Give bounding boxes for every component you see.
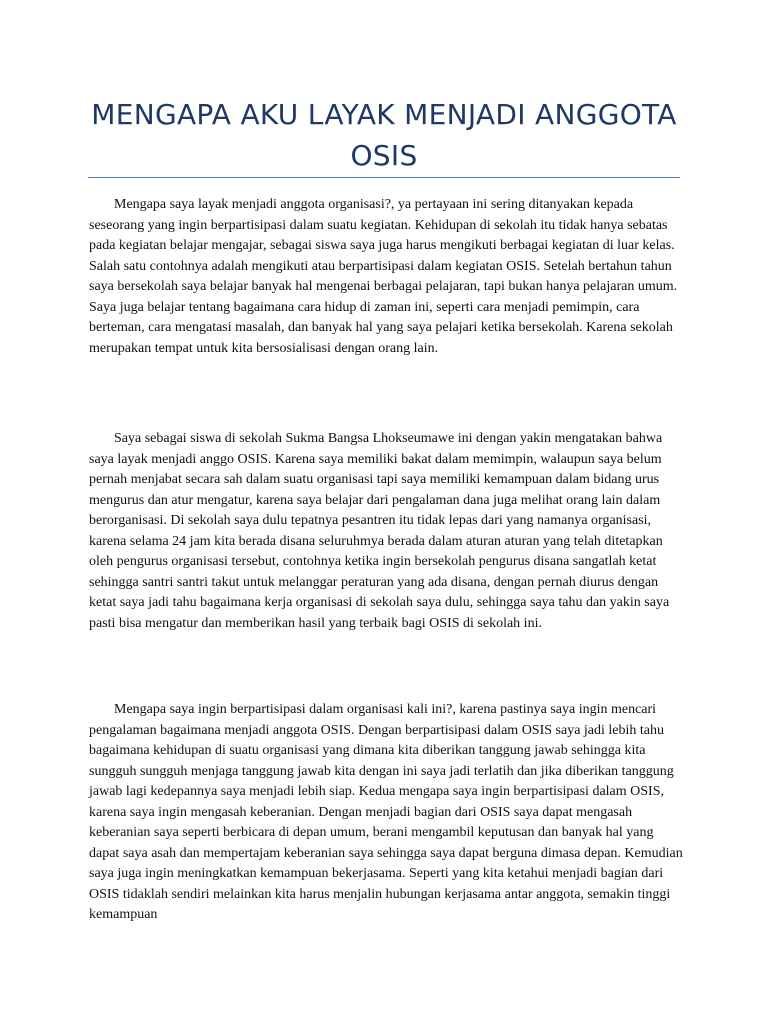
paragraph-3: Mengapa saya ingin berpartisipasi dalam organisasi kali ini?, karena pastinya saya ingin mencari pengalaman bagaimana menjadi anggota OSIS. Dengan berpartisipasi dalam OSIS saya jadi lebih tahu bagaimana kehidupan di suatu organisasi yang dimana kita diberikan tanggung jawab sehingga kita sungguh sungguh menjaga tanggung jawab kita dengan ini saya jadi terlatih dan jika diberikan tanggung jawab lagi kedepannya saya menjadi lebih siap. Kedua mengapa saya ingin berpartisipasi dalam OSIS, karena saya ingin mengasah keberanian. Dengan menjadi bagian dari OSIS saya dapat mengasah keberanian saya seperti berbicara di depan umum, berani mengambil keputusan dan banyak hal yang dapat saya asah dan mempertajam keberanian saya sehingga saya dapat berguna dimasa depan. Kemudian saya juga ingin meningkatkan kemampuan bekerjasama. Seperti yang kita ketahui menjadi bagian dari OSIS tidaklah sendiri melainkan kita harus menjalin hubungan kerjasama antar anggota, semakin tinggi kemampuan	[89, 702, 683, 922]
title-divider	[88, 177, 680, 178]
document-title: MENGAPA AKU LAYAK MENJADI ANGGOTA OSIS	[91, 98, 677, 172]
paragraph-1: Mengapa saya layak menjadi anggota organisasi?, ya pertayaan ini sering ditanyakan kepada seseorang yang ingin berpartisipasi dalam suatu kegiatan. Kehidupan di sekolah itu tidak hanya sebatas pada kegiatan belajar mengajar, sebagai siswa saya juga harus mengikuti berbagai kegiatan di luar kelas. Salah satu contohnya adalah mengikuti atau berpartisipasi dalam kegiatan OSIS. Setelah bertahun tahun saya bersekolah saya belajar banyak hal mengenai berbagai pelajaran, tapi bukan hanya pelajaran umum. Saya juga belajar tentang bagaimana cara hidup di zaman ini, seperti cara menjadi pemimpin, cara berteman, cara mengatasi masalah, dan banyak hal yang saya pelajari ketika bersekolah. Karena sekolah merupakan tempat untuk kita bersosialisasi dengan orang lain.	[89, 197, 678, 356]
paragraph-2: Saya sebagai siswa di sekolah Sukma Bangsa Lhokseumawe ini dengan yakin mengatakan bahwa saya layak menjadi anggo OSIS. Karena saya memiliki bakat dalam memimpin, walaupun saya belum pernah menjabat secara sah dalam suatu organisasi tapi saya memiliki kemampuan dalam bidang urus mengurus dan atur mengatur, karena saya belajar dari pengalaman dana juga melihat orang lain dalam berorganisasi. Di sekolah saya dulu tepatnya pesantren itu tidak lepas dari yang namanya organisasi, karena selama 24 jam kita berada disana seluruhmya berada dalam aturan aturan yang telah ditetapkan oleh pengurus organisasi tersebut, contohnya ketika ingin bersekolah pengurus disana sangatlah ketat sehingga santri santri takut untuk melanggar peraturan yang ada disana, dengan pernah diurus dengan ketat saya jadi tahu bagaimana kerja organisasi di sekolah saya dulu, sehingga saya tahu dan yakin saya pasti bisa mengatur dan memberikan hasil yang terbaik bagi OSIS di sekolah ini.	[89, 431, 670, 631]
